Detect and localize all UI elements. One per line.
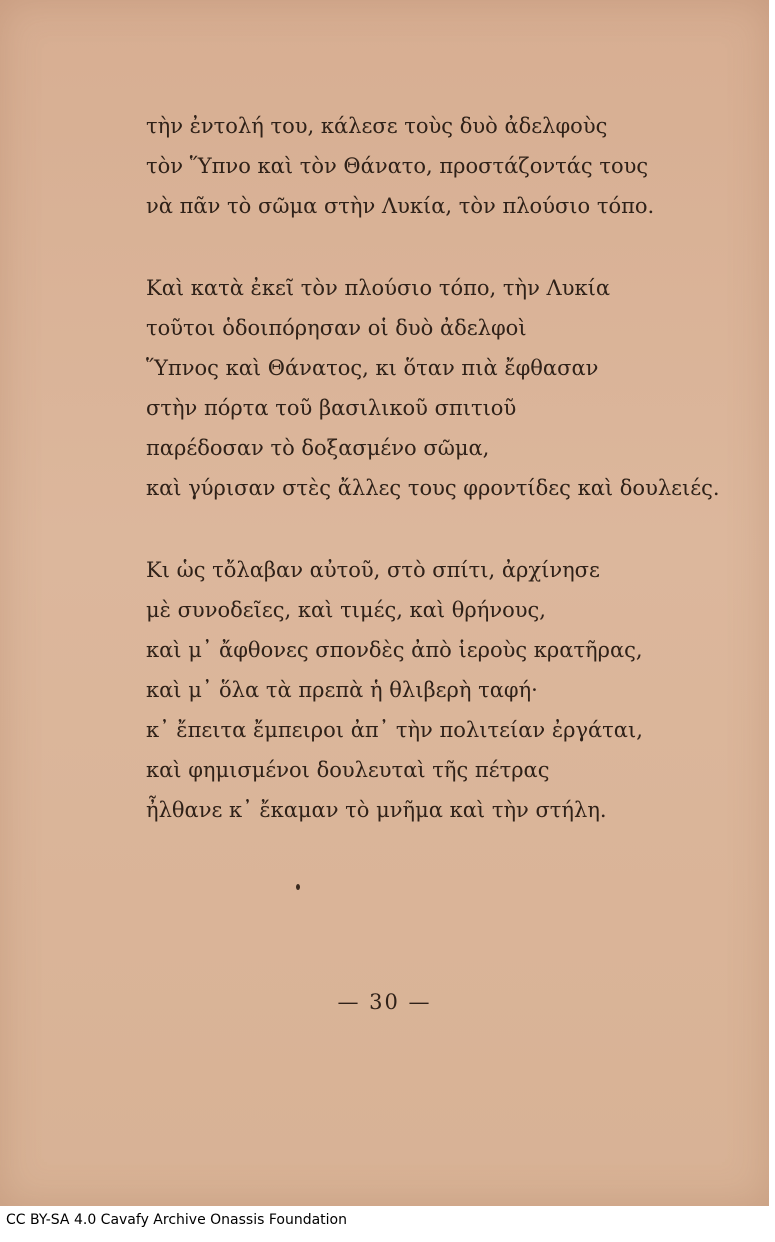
poem-line: τὴν ἐντολή του, κάλεσε τοὺς δυὸ ἀδελφοὺς — [146, 114, 608, 138]
poem-line: τοῦτοι ὁδοιπόρησαν οἱ δυὸ ἀδελφοὶ — [146, 316, 527, 340]
stanza-spacer — [146, 508, 746, 550]
poem-line: στὴν πόρτα τοῦ βασιλικοῦ σπιτιοῦ — [146, 396, 517, 420]
poem-line: παρέδοσαν τὸ δοξασμένο σῶμα, — [146, 436, 490, 460]
poem-line: καὶ φημισμένοι δουλευταὶ τῆς πέτρας — [146, 758, 550, 782]
stanza-2 — [146, 268, 746, 508]
poem-line: τὸν Ὕπνο καὶ τὸν Θάνατο, προστάζοντάς τους — [146, 154, 649, 178]
stanza-spacer — [146, 226, 746, 268]
stanza-3 — [146, 550, 746, 830]
copyright-credit: CC BY-SA 4.0 Cavafy Archive Onassis Foundation — [6, 1212, 347, 1228]
poem-line: νὰ πᾶν τὸ σῶμα στὴν Λυκία, τὸν πλούσιο τόπο. — [146, 194, 655, 218]
poem-line: Καὶ κατὰ ἐκεῖ τὸν πλούσιο τόπο, τὴν Λυκία — [146, 276, 611, 300]
stanza-1 — [146, 106, 746, 226]
poem-text — [146, 106, 746, 830]
page-number: — 30 — — [337, 990, 432, 1014]
poem-line: Ὕπνος καὶ Θάνατος, κι ὅταν πιὰ ἔφθασαν — [146, 356, 599, 380]
poem-line: καὶ μ᾿ ἄφθονες σπονδὲς ἀπὸ ἱεροὺς κρατῆρας, — [146, 638, 643, 662]
poem-line: Κι ὡς τὄλαβαν αὐτοῦ, στὸ σπίτι, ἀρχίνησε — [146, 558, 600, 582]
ink-speck — [296, 884, 300, 890]
poem-line: καὶ γύρισαν στὲς ἄλλες τους φροντίδες καὶ δουλειές. — [146, 476, 720, 500]
poem-line: καὶ μ᾿ ὅλα τὰ πρεπὰ ἡ θλιβερὴ ταφή· — [146, 678, 538, 702]
poem-line: κ᾿ ἔπειτα ἔμπειροι ἀπ᾿ τὴν πολιτείαν ἐργάται, — [146, 718, 643, 742]
poem-line: μὲ συνοδεῖες, καὶ τιμές, καὶ θρήνους, — [146, 598, 546, 622]
poem-line: ἦλθανε κ᾿ ἔκαμαν τὸ μνῆμα καὶ τὴν στήλη. — [146, 798, 607, 822]
